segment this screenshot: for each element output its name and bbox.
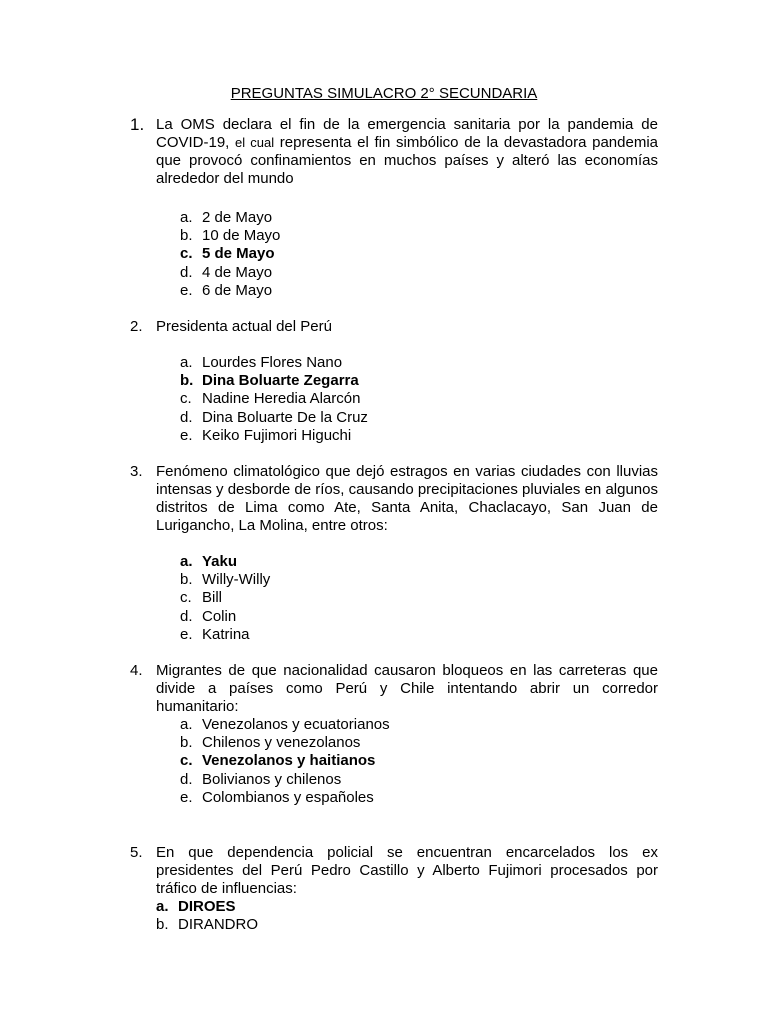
answer-option bbox=[180, 227, 280, 245]
option-text: Keiko Fujimori Higuchi bbox=[202, 426, 352, 444]
option-letter: d. bbox=[180, 770, 193, 788]
option-text: Chilenos y venezolanos bbox=[202, 734, 361, 752]
question-number: 2. bbox=[130, 318, 143, 335]
question-2 bbox=[130, 318, 658, 336]
question-text: En que dependencia policial se encuentran encarcelados los ex presidentes del Perú Pedro Castillo y Alberto Fujimori procesados por tráfico de influencias: bbox=[156, 844, 658, 897]
option-letter: b. bbox=[180, 734, 193, 752]
option-text: Bill bbox=[202, 589, 223, 607]
question-text: Presidenta actual del Perú bbox=[156, 318, 332, 335]
options-list-4 bbox=[180, 716, 390, 807]
option-text: Dina Boluarte Zegarra bbox=[202, 372, 359, 390]
question-4 bbox=[130, 662, 658, 716]
option-letter: b. bbox=[156, 916, 169, 934]
answer-option bbox=[180, 427, 368, 445]
option-text: 5 de Mayo bbox=[202, 245, 275, 263]
answer-option bbox=[180, 626, 270, 644]
question-1 bbox=[130, 116, 658, 188]
option-letter: e. bbox=[180, 625, 193, 643]
answer-option bbox=[180, 282, 280, 300]
answer-option bbox=[180, 571, 270, 589]
option-text: Colombianos y españoles bbox=[202, 788, 374, 806]
option-letter: d. bbox=[180, 607, 193, 625]
answer-option bbox=[180, 771, 390, 789]
answer-option bbox=[180, 245, 280, 263]
option-text: Nadine Heredia Alarcón bbox=[202, 390, 361, 408]
option-letter: b. bbox=[180, 571, 193, 589]
question-text: La OMS declara el fin de la emergencia sanitaria por la pandemia de COVID-19, el cual representa el fin simbólico de la devastadora pandemia que provocó confinamientos en muchos países y alteró las economías alrededor del mundo bbox=[156, 116, 658, 187]
option-letter: d. bbox=[180, 408, 193, 426]
option-letter: a. bbox=[180, 553, 193, 570]
option-letter: c. bbox=[180, 589, 192, 607]
option-letter: e. bbox=[180, 281, 193, 299]
answer-option bbox=[156, 898, 258, 916]
answer-option bbox=[180, 589, 270, 607]
question-number: 1. bbox=[130, 115, 145, 134]
option-letter: b. bbox=[180, 227, 193, 245]
options-list-1 bbox=[180, 209, 280, 300]
answer-option bbox=[180, 390, 368, 408]
question-number: 5. bbox=[130, 844, 143, 861]
document-title: PREGUNTAS SIMULACRO 2° SECUNDARIA bbox=[230, 85, 538, 102]
option-text: Yaku bbox=[202, 553, 238, 570]
option-letter: a. bbox=[180, 716, 193, 733]
options-list-2 bbox=[180, 354, 368, 445]
option-letter: d. bbox=[180, 263, 193, 281]
answer-option bbox=[180, 409, 368, 427]
question-3 bbox=[130, 463, 658, 535]
option-letter: a. bbox=[180, 354, 193, 371]
question-text: Fenómeno climatológico que dejó estragos en varias ciudades con lluvias intensas y desborde de ríos, causando precipitaciones pluviales en algunos distritos de Lima como Ate, Santa Anita, Chaclacayo, San Juan de Lurigancho, La Molina, entre otros: bbox=[156, 463, 658, 534]
option-text: Colin bbox=[202, 607, 237, 625]
options-list-5 bbox=[156, 898, 258, 934]
option-letter: b. bbox=[180, 372, 194, 390]
option-letter: a. bbox=[156, 898, 169, 915]
answer-option bbox=[180, 372, 368, 390]
answer-option bbox=[180, 752, 390, 770]
answer-option bbox=[180, 209, 280, 227]
option-letter: e. bbox=[180, 426, 193, 444]
option-text: 2 de Mayo bbox=[202, 209, 273, 226]
option-text: Lourdes Flores Nano bbox=[202, 354, 343, 371]
option-text: Venezolanos y ecuatorianos bbox=[202, 716, 390, 733]
question-5 bbox=[130, 844, 658, 898]
option-letter: c. bbox=[180, 390, 192, 408]
option-text: 10 de Mayo bbox=[202, 227, 281, 245]
answer-option bbox=[180, 608, 270, 626]
option-text: Venezolanos y haitianos bbox=[202, 752, 376, 770]
options-list-3 bbox=[180, 553, 270, 644]
option-text: Bolivianos y chilenos bbox=[202, 770, 342, 788]
answer-option bbox=[180, 789, 390, 807]
answer-option bbox=[180, 716, 390, 734]
option-letter: c. bbox=[180, 752, 193, 770]
answer-option bbox=[180, 553, 270, 571]
option-text: Katrina bbox=[202, 625, 250, 643]
option-text: Willy-Willy bbox=[202, 571, 271, 589]
question-number: 4. bbox=[130, 662, 143, 679]
answer-option bbox=[180, 354, 368, 372]
option-letter: c. bbox=[180, 245, 193, 263]
option-text: DIRANDRO bbox=[178, 916, 259, 934]
question-number: 3. bbox=[130, 463, 143, 480]
option-text: 4 de Mayo bbox=[202, 263, 273, 281]
answer-option bbox=[180, 264, 280, 282]
option-text: Dina Boluarte De la Cruz bbox=[202, 408, 368, 426]
option-text: 6 de Mayo bbox=[202, 281, 273, 299]
question-text: Migrantes de que nacionalidad causaron bloqueos en las carreteras que divide a países como Perú y Chile intentando abrir un corredor humanitario: bbox=[156, 662, 658, 715]
answer-option bbox=[156, 916, 258, 934]
option-letter: a. bbox=[180, 209, 193, 226]
answer-option bbox=[180, 734, 390, 752]
option-letter: e. bbox=[180, 788, 193, 806]
option-text: DIROES bbox=[178, 898, 236, 915]
